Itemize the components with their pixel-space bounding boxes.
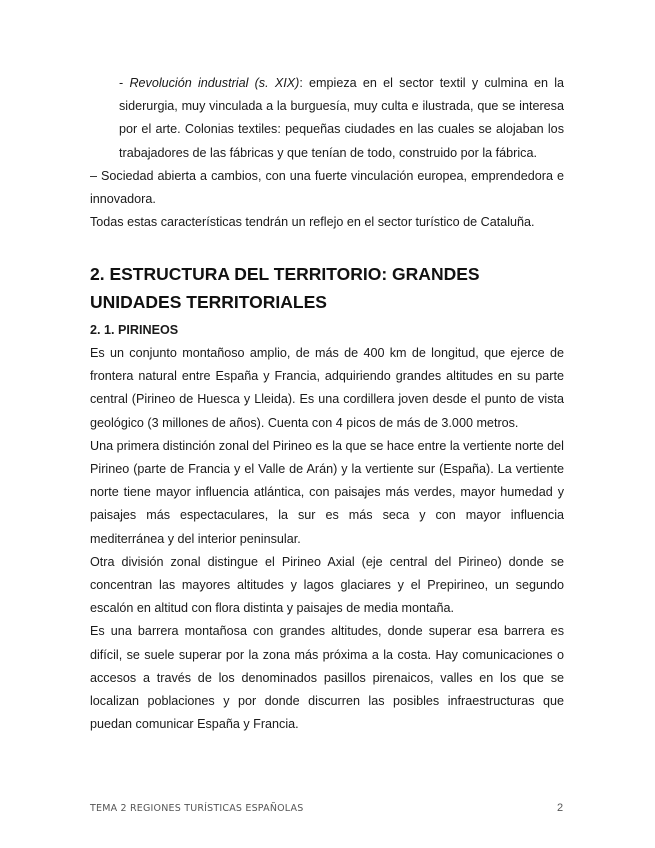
dash-line: – Sociedad abierta a cambios, con una fuerte vinculación europea, emprendedora e innovadora. — [90, 168, 564, 207]
paragraph: Es una barrera montañosa con grandes altitudes, donde superar esa barrera es difícil, se suele superar por la zona más próxima a la costa. Hay comunicaciones o accesos a través de los denominados pasillos pirenaicos, valles en los que se localizan poblaciones y por donde discurren las posibles infraestructuras que puedan comunicar España y Francia. — [90, 624, 564, 732]
paragraph: Es un conjunto montañoso amplio, de más de 400 km de longitud, que ejerce de frontera natural entre España y Francia, adquiriendo grandes altitudes en su parte central (Pirineo de Huesca y Lleida). Es una cordillera joven desde el punto de vista geológico (3 millones de años). Cuenta con 4 picos de más de 3.000 metros. — [90, 346, 564, 430]
paragraph: Otra división zonal distingue el Pirineo Axial (eje central del Pirineo) donde se concentran las mayores altitudes y lagos glaciares y el Prepirineo, un segundo escalón en altitud con flora distinta y paisajes de media montaña. — [90, 554, 564, 616]
page-number: 2 — [557, 802, 564, 814]
subsection-heading: 2. 1. PIRINEOS — [90, 323, 179, 337]
paragraph: Una primera distinción zonal del Pirineo es la que se hace entre la vertiente norte del Pirineo (parte de Francia y el Valle de Arán) y la vertiente sur (España). La vertiente norte tiene mayor influencia atlántica, con paisajes más verdes, mayor humedad y paisajes más espectaculares, la sur es más seca y con mayor influencia mediterránea y del interior peninsular. — [90, 438, 564, 546]
bullet-revolucion-industrial — [119, 72, 564, 165]
section-body — [90, 342, 564, 736]
closing-line: Todas estas características tendrán un reflejo en el sector turístico de Cataluña. — [90, 215, 535, 230]
bullet-italic-term: Revolución industrial (s. XIX) — [129, 76, 300, 90]
bullet-prefix: - — [119, 76, 130, 90]
footer-label: TEMA 2 REGIONES TURÍSTICAS ESPAÑOLAS — [90, 803, 304, 814]
bullet-text: : empieza en el sector textil y culmina en la siderurgia, muy vinculada a la burguesía, muy culta e ilustrada, que se interesa por el arte. Colonias textiles: pequeñas ciudades en las cuales se alojaban los trabajadores de las fábricas y que tenían de todo, construido por la fábrica. — [119, 76, 565, 160]
section-heading: 2. ESTRUCTURA DEL TERRITORIO: GRANDES UNIDADES TERRITORIALES — [90, 264, 480, 312]
intro-block — [90, 72, 564, 234]
